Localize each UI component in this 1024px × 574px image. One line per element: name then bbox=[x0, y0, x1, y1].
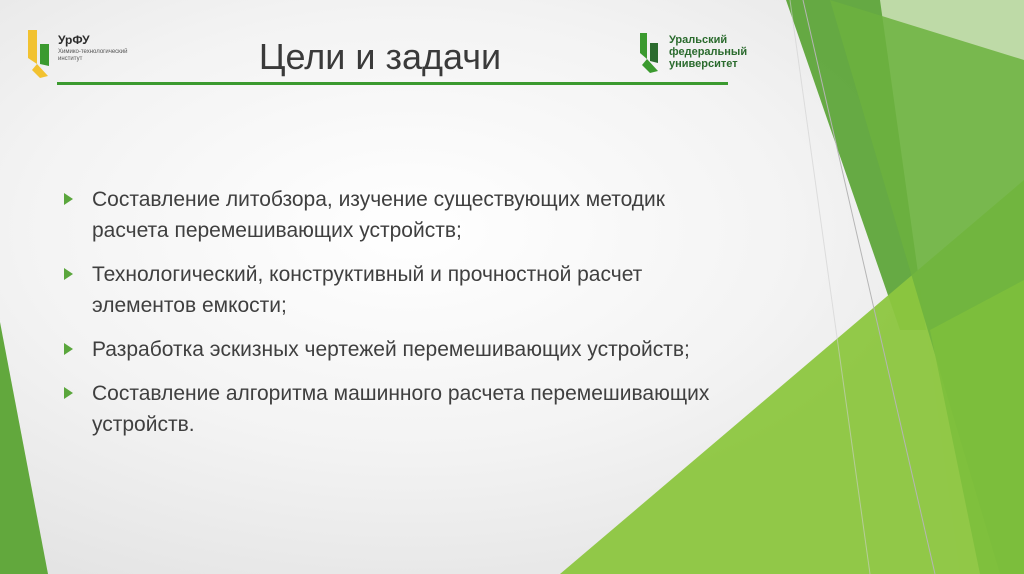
triangle-right-icon bbox=[64, 343, 73, 355]
list-item-text: Составление литобзора, изучение существующих методик расчета перемешивающих устройств; bbox=[92, 188, 665, 242]
urfu-logo-name: УрФУ bbox=[58, 33, 90, 47]
list-item bbox=[60, 334, 720, 365]
urfu-logo-subtitle: Химико-технологический институт bbox=[58, 49, 128, 62]
urfu-university-logo-icon bbox=[640, 33, 662, 73]
urfu-university-name-line3: университет bbox=[669, 58, 738, 70]
goals-list bbox=[60, 184, 720, 453]
urfu-university-name-line2: федеральный bbox=[669, 46, 748, 58]
header-divider bbox=[57, 82, 728, 85]
triangle-right-icon bbox=[64, 193, 73, 205]
page-title: Цели и задачи bbox=[258, 36, 502, 77]
list-item bbox=[60, 259, 720, 321]
list-item-text: Составление алгоритма машинного расчета перемешивающих устройств. bbox=[92, 382, 710, 436]
list-item bbox=[60, 378, 720, 440]
triangle-right-icon bbox=[64, 387, 73, 399]
list-item-text: Технологический, конструктивный и прочностной расчет элементов емкости; bbox=[92, 263, 643, 317]
urfu-university-logo bbox=[640, 33, 770, 77]
triangle-right-icon bbox=[64, 268, 73, 280]
list-item-text: Разработка эскизных чертежей перемешивающих устройств; bbox=[92, 338, 690, 361]
list-item bbox=[60, 184, 720, 246]
urfu-university-name-line1: Уральский bbox=[669, 34, 728, 46]
urfu-university-name bbox=[669, 34, 769, 70]
left-green-sliver bbox=[0, 322, 48, 574]
